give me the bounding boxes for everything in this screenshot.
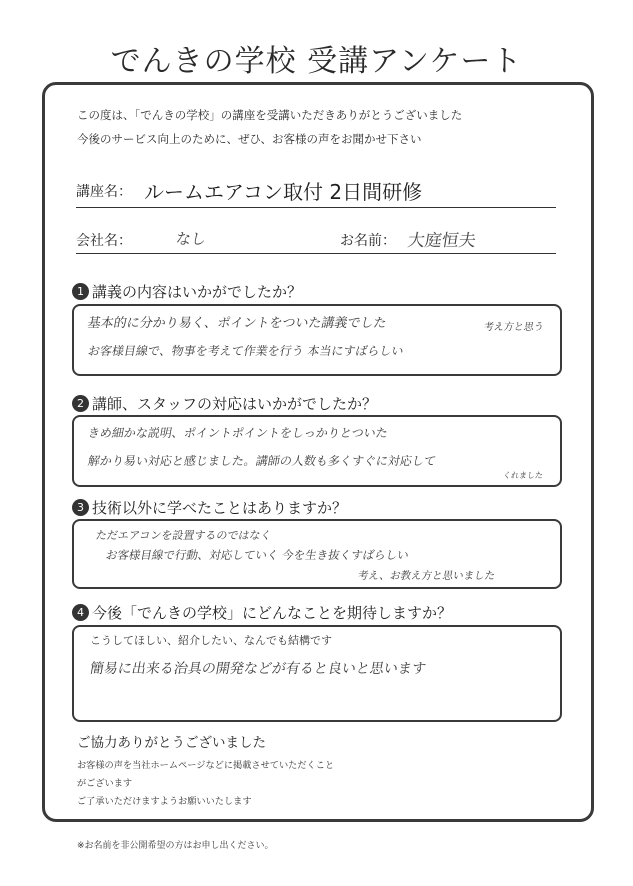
thanks-message: ご協力ありがとうございました <box>77 735 266 751</box>
answer-4-line-1: 簡易に出来る治具の開発などが有ると良いと思います <box>88 661 428 677</box>
answer-1-line-2: お客様目線で、物事を考えて作業を行う 本当にすばらしい <box>86 344 405 358</box>
question-text-4: 今後「でんきの学校」にどんなことを期待しますか？ <box>92 604 453 622</box>
question-4 <box>72 602 452 623</box>
question-text-3: 技術以外に学べたことはありますか？ <box>92 499 348 517</box>
answer-1-line-1: 基本的に分かり易く、ポイントをついた講義でした <box>86 316 388 331</box>
name-label: お名前： <box>340 233 396 249</box>
answer-3-line-2: お客様目線で行動、対応していく 今を生き抜くすばらしい <box>104 548 410 562</box>
survey-title: でんきの学校 受講アンケート <box>110 44 523 79</box>
publication-note-1: お客様の声を当社ホームページなどに掲載させていただくこと <box>77 760 335 771</box>
name-value: 大庭恒夫 <box>406 231 478 251</box>
question-text-2: 講師、スタッフの対応はいかがでしたか？ <box>92 395 378 413</box>
question-number-1: 1 <box>72 283 89 300</box>
privacy-footnote: ※お名前を非公開希望の方はお申し出ください。 <box>77 841 274 851</box>
answer-3-line-1: ただエアコンを設置するのではなく <box>94 529 273 542</box>
company-label: 会社名： <box>76 233 132 249</box>
question-4-hint: こうしてほしい、紹介したい、なんでも結構です <box>90 634 332 647</box>
question-number-3: 3 <box>72 499 89 516</box>
answer-2-line-1: きめ細かな説明、ポイントポイントをしっかりとついた <box>86 426 389 440</box>
course-underline <box>76 207 556 208</box>
intro-line-1: この度は、「でんきの学校」の講座を受講いただきありがとうございました <box>77 108 463 122</box>
intro-line-2: 今後のサービス向上のために、ぜひ、お客様の声をお聞かせ下さい <box>77 132 422 146</box>
course-name: ルームエアコン取付 2日間研修 <box>144 180 423 204</box>
course-label: 講座名： <box>76 184 132 200</box>
question-number-4: 4 <box>72 604 89 621</box>
question-3 <box>72 497 347 518</box>
question-1 <box>72 281 302 302</box>
answer-3-line-3: 考え、お教え方と思いました <box>356 570 497 582</box>
answer-2-line-2: 解かり易い対応と感じました。講師の人数も多くすぐに対応して <box>86 454 438 468</box>
answer-2-line-3: くれました <box>502 471 544 480</box>
question-2 <box>72 393 377 414</box>
question-number-2: 2 <box>72 395 89 412</box>
question-text-1: 講義の内容はいかがでしたか？ <box>92 283 303 301</box>
company-underline <box>76 253 556 254</box>
answer-1-side-note: 考え方と思う <box>482 322 545 333</box>
publication-note-3: ご了承いただけますようお願いいたします <box>77 796 252 807</box>
company-value: なし <box>174 230 208 248</box>
publication-note-2: がございます <box>77 778 133 789</box>
